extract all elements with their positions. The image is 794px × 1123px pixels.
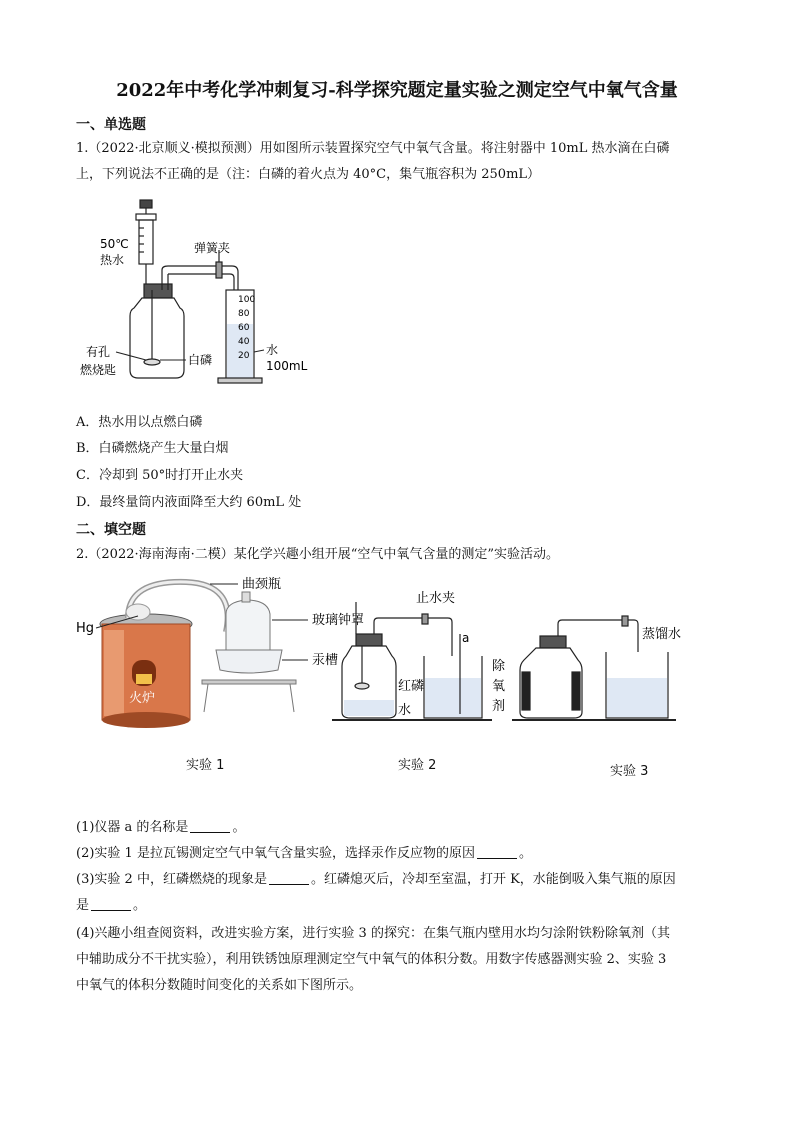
cylinder-tick-20: 20 [238,351,250,361]
question-1-stem [76,136,736,188]
label-a: a [462,631,470,645]
subquestion-2-end: 。 [518,846,532,861]
label-spoon-1: 有孔 [86,345,111,359]
label-furnace: 火炉 [129,691,156,706]
label-deoxidizer-1: 除 [492,659,506,674]
subquestion-1-end: 。 [232,820,246,835]
subquestion-4 [76,921,736,999]
experiment-2-apparatus [332,602,492,720]
page-title: 2022年中考化学冲刺复习-科学探究题定量实验之测定空气中氧气含量 [116,80,678,101]
question-2-intro: 2.（2022·海南海南·二模）某化学兴趣小组开展“空气中氧气含量的测定”实验活动。 [76,547,560,562]
label-spoon-2: 燃烧匙 [80,363,117,377]
answer-blank-3[interactable] [269,870,309,885]
option-a: A．热水用以点燃白磷 [76,415,203,430]
label-hg: Hg [76,621,95,636]
label-bell-jar: 玻璃钟罩 [312,613,365,628]
option-d: D．最终量筒内液面降至大约 60mL 处 [76,495,302,510]
gas-bottle [130,270,184,378]
cylinder-tick-60: 60 [238,323,250,333]
label-trough: 汞槽 [312,653,339,668]
label-white-phosphorus: 白磷 [188,353,213,367]
question-2-experiments-figure [76,572,736,752]
syringe [136,200,156,290]
label-distilled-water: 蒸馏水 [642,627,682,642]
label-spring-clamp: 弹簧夹 [194,241,231,255]
experiment-1-apparatus [100,582,296,728]
label-stop-clamp: 止水夹 [416,591,456,606]
subquestion-1 [76,815,736,841]
subquestion-2-text: (2)实验 1 是拉瓦锡测定空气中氧气含量实验，选择汞作反应物的原因 [76,846,475,861]
subquestion-1-text: (1)仪器 a 的名称是 [76,820,189,835]
subquestion-4-line-3: 中氧气的体积分数随时间变化的关系如下图所示。 [76,978,363,993]
answer-blank-4[interactable] [91,896,131,911]
option-c: C．冷却到 50°时打开止水夹 [76,468,244,483]
label-deoxidizer-2: 氧 [492,679,506,694]
caption-experiment-2: 实验 2 [398,758,437,773]
option-b: B．白磷燃烧产生大量白烟 [76,441,229,456]
cylinder-tick-80: 80 [238,309,250,319]
question-1-line-1: 1.（2022·北京顺义·模拟预测）用如图所示装置探究空气中氧气含量。将注射器中 10mL 热水滴在白磷 [76,141,670,156]
label-retort: 曲颈瓶 [242,577,282,592]
subquestion-3-text: (3)实验 2 中，红磷燃烧的现象是 [76,872,267,887]
question-1-apparatus-figure [76,192,356,392]
subquestion-2 [76,841,736,867]
section-heading-single-choice: 一、单选题 [76,117,146,133]
caption-experiment-3: 实验 3 [610,764,649,779]
question-1-line-2: 上，下列说法不正确的是（注：白磷的着火点为 40°C，集气瓶容积为 250mL） [76,167,541,182]
label-hot-water: 热水 [100,253,125,267]
section-heading-fill-in: 二、填空题 [76,522,146,538]
label-deoxidizer-3: 剂 [492,699,506,714]
subquestion-3-end: 。 [133,898,147,913]
subquestion-3-text-cont: 。红磷熄灭后，冷却至室温，打开 K，水能倒吸入集气瓶的原因 [310,872,676,887]
label-red-phosphorus: 红磷 [398,679,425,694]
label-hot-water-temp: 50℃ [100,237,129,251]
label-100ml: 100mL [266,359,308,373]
label-water: 水 [266,343,279,357]
answer-blank-1[interactable] [190,818,230,833]
subquestion-4-line-2: 中辅助成分不干扰实验），利用铁锈蚀原理测定空气中氧气的体积分数。用数字传感器测实验 2、实验 3 [76,952,667,967]
subquestion-3-text-line2: 是 [76,898,90,913]
cylinder-tick-40: 40 [238,337,250,347]
subquestion-3 [76,867,736,919]
answer-blank-2[interactable] [477,844,517,859]
label-water-2: 水 [398,703,412,718]
subquestion-4-line-1: (4)兴趣小组查阅资料，改进实验方案，进行实验 3 的探究：在集气瓶内壁用水均匀涂附铁粉除氧剂（其 [76,926,670,941]
caption-experiment-1: 实验 1 [186,758,225,773]
cylinder-tick-100: 100 [238,295,256,305]
